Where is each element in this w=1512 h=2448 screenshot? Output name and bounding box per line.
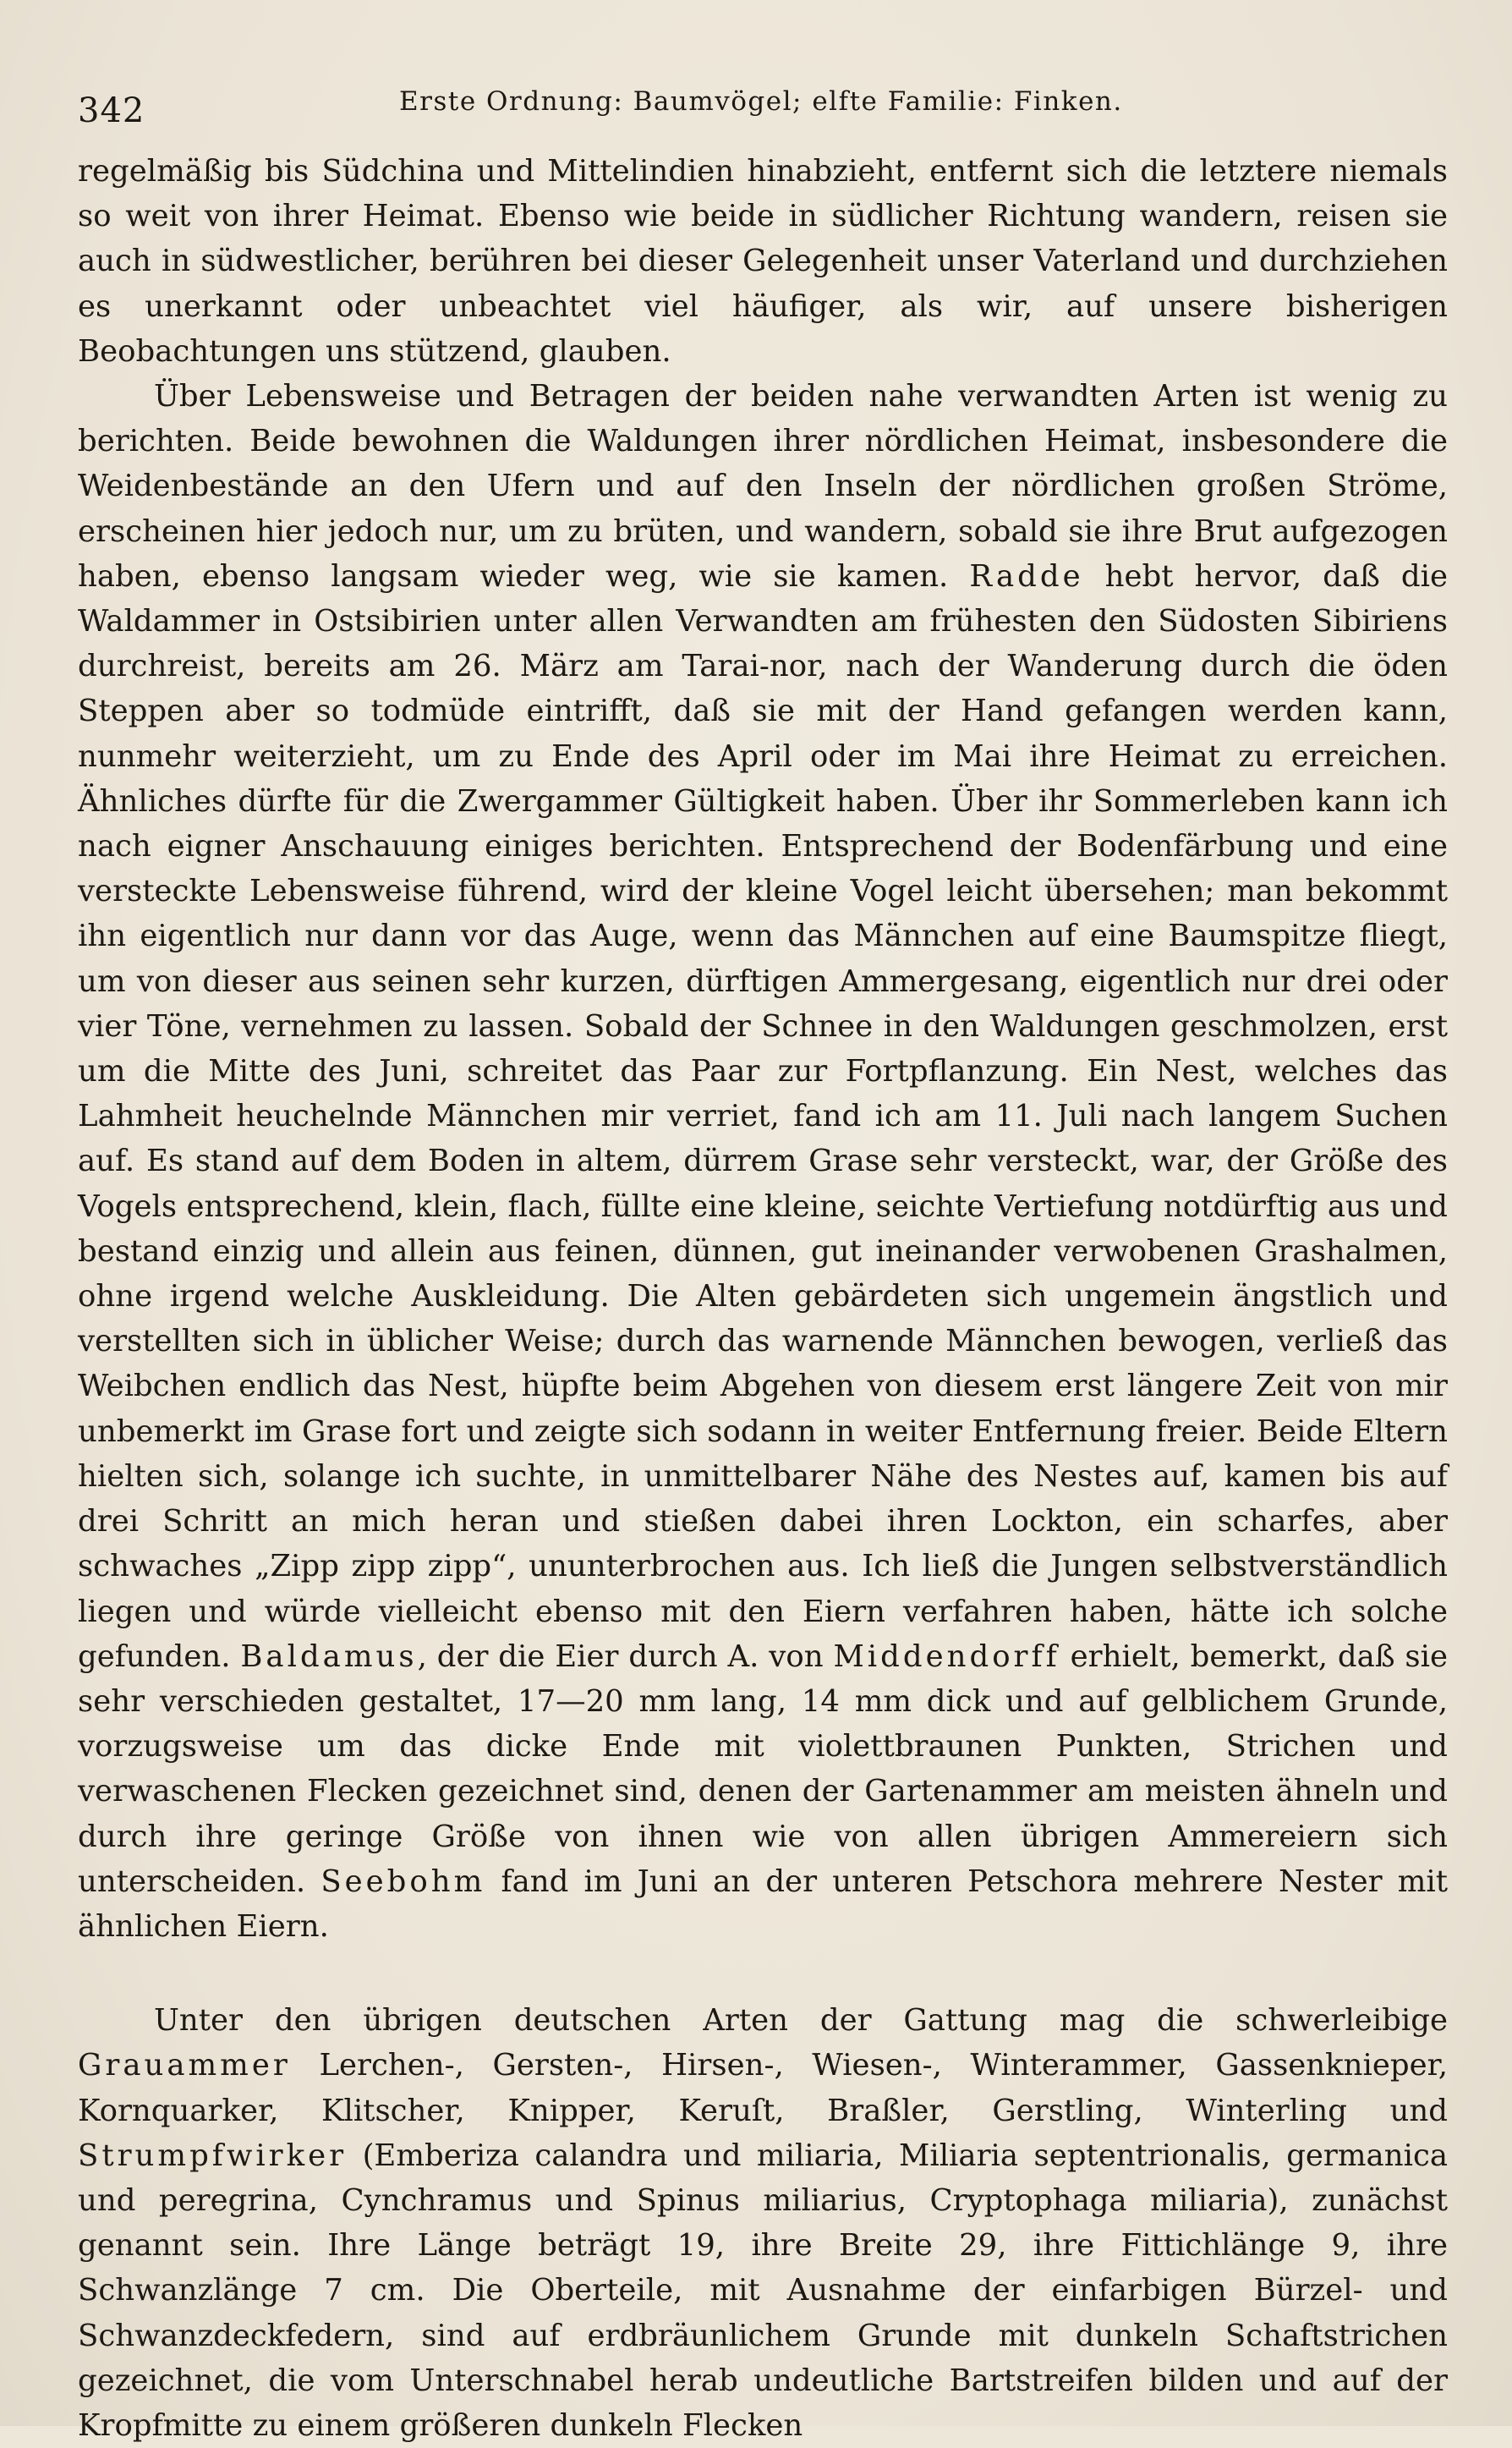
page-header xyxy=(78,81,1454,132)
paragraph-1 xyxy=(78,149,1448,374)
author-name-seebohm: Seebohm xyxy=(320,1863,486,1899)
paragraph-3-text-a: Unter den übrigen deutschen Arten der Gattung mag die schwerleibige xyxy=(154,2003,1448,2039)
body-text xyxy=(78,149,1448,2448)
species-name-grauammer: Grauammer xyxy=(78,2048,291,2083)
species-name-strumpfwirker: Strumpfwirker xyxy=(78,2138,348,2173)
paragraph-3-text-c: (Emberiza calandra und miliaria, Miliaria septentrionalis, germanica und peregrina, Cynchramus und Spinus miliarius, Cryptophaga miliaria), zunächst genannt sein. Ihre Länge beträgt 19, ihre Breite 29, ihre Fittichlänge 9, ihre Schwanzlänge 7 cm. Die Oberteile, mit Ausnahme der einfarbigen Bürzel- und Schwanzdeckfedern, sind auf erdbräunlichem Grunde mit dunkeln Schaftstrichen gezeichnet, die vom Unterschnabel herab undeutliche Bartstreifen bilden und auf der Kropfmitte zu einem größeren dunkeln Flecken xyxy=(78,2138,1448,2443)
author-name-middendorff: Middendorff xyxy=(833,1638,1060,1674)
paragraph-2 xyxy=(78,374,1448,1949)
paragraph-2-text-c: , der die Eier durch A. von xyxy=(417,1638,834,1674)
paragraph-1-text: regelmäßig bis Südchina und Mittelindien hinabzieht, entfernt sich die letztere niemals so weit von ihrer Heimat. Ebenso wie beide in südlicher Richtung wandern, reisen sie auch in südwestlicher, berühren bei dieser Gelegenheit unser Vaterland und durchziehen es unerkannt oder unbeachtet viel häufiger, als wir, auf unsere bisherigen Beobachtungen uns stützend, glauben. xyxy=(78,154,1448,369)
paragraph-2-text-a: Über Lebensweise und Betragen der beiden nahe verwandten Arten ist wenig zu berichten. Beide bewohnen die Waldungen ihrer nördlichen Heimat, insbesondere die Weidenbestände an den Ufern und auf den Inseln der nördlichen großen Ströme, erscheinen hier jedoch nur, um zu brüten, und wandern, sobald sie ihre Brut aufgezogen haben, ebenso langsam wieder weg, wie sie kamen. xyxy=(78,379,1448,594)
running-head: Erste Ordnung: Baumvögel; elfte Familie: Finken. xyxy=(399,86,1123,117)
paragraph-3-text-b: Lerchen-, Gersten-, Hirsen-, Wiesen-, Winterammer, Gassenknieper, Kornquarker, Klitscher, Knipper, Keruſt, Braßler, Gerstling, Winterling und xyxy=(78,2048,1448,2128)
paragraph-3 xyxy=(78,1998,1448,2448)
page-number: 342 xyxy=(78,91,145,130)
paragraph-2-text-b: hebt hervor, daß die Waldammer in Ostsibirien unter allen Verwandten am frühesten den Südosten Sibiriens durchreist, bereits am 26. März am Tarai-nor, nach der Wanderung durch die öden Steppen aber so todmüde eintrifft, daß sie mit der Hand gefangen werden kann, nunmehr weiterzieht, um zu Ende des April oder im Mai ihre Heimat zu erreichen. Ähnliches dürfte für die Zwergammer Gültigkeit haben. Über ihr Sommerleben kann ich nach eigner Anschauung einiges berichten. Entsprechend der Bodenfärbung und eine versteckte Lebensweise führend, wird der kleine Vogel leicht übersehen; man bekommt ihn eigentlich nur dann vor das Auge, wenn das Männchen auf eine Baumspitze fliegt, um von dieser aus seinen sehr kurzen, dürftigen Ammergesang, eigentlich nur drei oder vier Töne, vernehmen zu lassen. Sobald der Schnee in den Waldungen geschmolzen, erst um die Mitte des Juni, schreitet das Paar zur Fortpflanzung. Ein Nest, welches das Lahmheit heuchelnde Männchen mir verriet, fand ich am 11. Juli nach langem Suchen auf. Es stand auf dem Boden in altem, dürrem Grase sehr versteckt, war, der Größe des Vogels entsprechend, klein, flach, füllte eine kleine, seichte Vertiefung notdürftig aus und bestand einzig und allein aus feinen, dünnen, gut ineinander verwobenen Grashalmen, ohne irgend welche Auskleidung. Die Alten gebärdeten sich ungemein ängstlich und verstellten sich in üblicher Weise; durch das warnende Männchen bewogen, verließ das Weibchen endlich das Nest, hüpfte beim Abgehen von diesem erst längere Zeit von mir unbemerkt im Grase fort und zeigte sich sodann in weiter Entfernung freier. Beide Eltern hielten sich, solange ich suchte, in unmittelbarer Nähe des Nestes auf, kamen bis auf drei Schritt an mich heran und stießen dabei ihren Lockton, ein scharfes, aber schwaches „Zipp zipp zipp“, ununterbrochen aus. Ich ließ die Jungen selbstverständlich liegen und würde vielleicht ebenso mit den Eiern verfahren haben, hätte ich solche gefunden. xyxy=(78,558,1448,1674)
paragraph-2-text-d: erhielt, bemerkt, daß sie sehr verschieden gestaltet, 17—20 mm lang, 14 mm dick und auf gelblichem Grunde, vorzugsweise um das dicke Ende mit violettbraunen Punkten, Strichen und verwaschenen Flecken gezeichnet sind, denen der Gartenammer am meisten ähneln und durch ihre geringe Größe von ihnen wie von allen übrigen Ammereiern sich unterscheiden. xyxy=(78,1638,1448,1899)
author-name-radde: Radde xyxy=(969,558,1084,594)
paragraph-2-text-e: fand im Juni an der unteren Petschora mehrere Nester mit ähnlichen Eiern. xyxy=(78,1863,1448,1944)
author-name-baldamus: Baldamus xyxy=(240,1638,418,1674)
